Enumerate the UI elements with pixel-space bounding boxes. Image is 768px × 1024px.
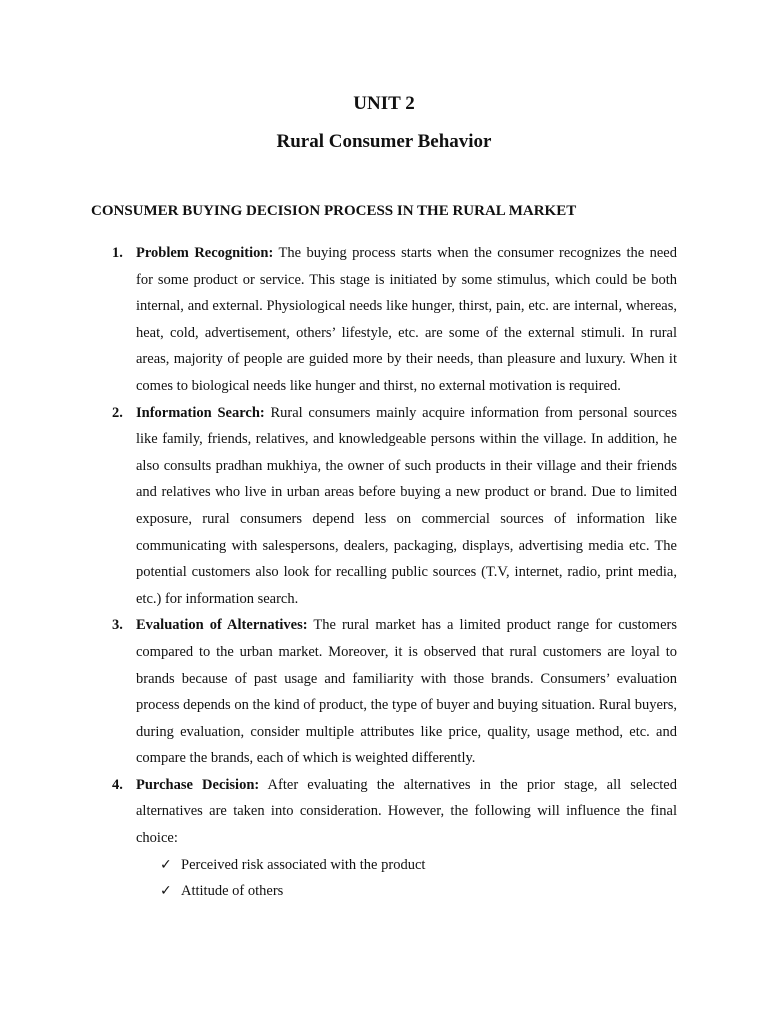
list-item (0, 400, 677, 613)
item-term: Purchase Decision: (136, 776, 260, 793)
item-text: The buying process starts when the consumer recognizes the need for some product or service. This stage is initiated by some stimulus, which could be both internal, and external. Physiological needs like hunger, thirst, pain, etc. are internal, whereas, heat, cold, advertisement, others’ lifestyle, etc. are some of the external stimuli. In rural areas, majority of people are guided more by their needs, than pleasure and luxury. When it comes to biological needs like hunger and thirst, no external motivation is required. (136, 245, 677, 394)
item-text: The rural market has a limited product range for customers compared to the urban market. Moreover, it is observed that rural customers are loyal to brands because of past usage and familiarity with those brands. Consumers’ evaluation process depends on the kind of product, the type of buyer and buying situation. Rural buyers, during evaluation, consider multiple attributes like price, quality, usage method, etc. and compare the brands, each of which is weighted differently. (136, 617, 677, 767)
item-body (136, 240, 677, 400)
item-term: Problem Recognition: (136, 245, 274, 261)
list-item (0, 772, 677, 905)
check-item (136, 852, 677, 879)
check-item-text: Perceived risk associated with the product (181, 856, 426, 873)
item-body (136, 612, 677, 772)
decision-process-list (0, 240, 677, 905)
item-number: 3. (112, 617, 123, 634)
item-body (136, 772, 677, 905)
item-text: Rural consumers mainly acquire information from personal sources like family, friends, relatives, and knowledgeable persons within the village. In addition, he also consults pradhan mukhiya, the owner of such products in their village and their friends and relatives who live in urban areas before buying a new product or brand. Due to limited exposure, rural consumers depend less on commercial sources of information like communicating with salespersons, dealers, packaging, displays, advertising media etc. The potential customers also look for recalling public sources (T.V, internet, radio, print media, etc.) for information search. (136, 404, 677, 607)
item-number: 1. (112, 245, 123, 261)
item-term: Evaluation of Alternatives: (136, 617, 308, 634)
influence-list (136, 852, 677, 905)
check-item-text: Attitude of others (181, 883, 284, 900)
item-term: Information Search: (136, 404, 265, 421)
checkmark-icon: ✓ (160, 856, 172, 873)
unit-label: UNIT 2 (353, 93, 415, 114)
item-number: 4. (112, 776, 123, 793)
page-title: Rural Consumer Behavior (276, 131, 492, 152)
checkmark-icon: ✓ (160, 883, 172, 900)
section-heading: CONSUMER BUYING DECISION PROCESS IN THE RURAL MARKET (91, 203, 577, 219)
list-item (0, 612, 677, 772)
item-number: 2. (112, 404, 123, 421)
list-item (0, 240, 677, 400)
item-body (136, 400, 677, 613)
check-item (136, 878, 677, 905)
item-text: After evaluating the alternatives in the prior stage, all selected alternatives are taken into consideration. However, the following will influence the final choice: (136, 776, 677, 847)
